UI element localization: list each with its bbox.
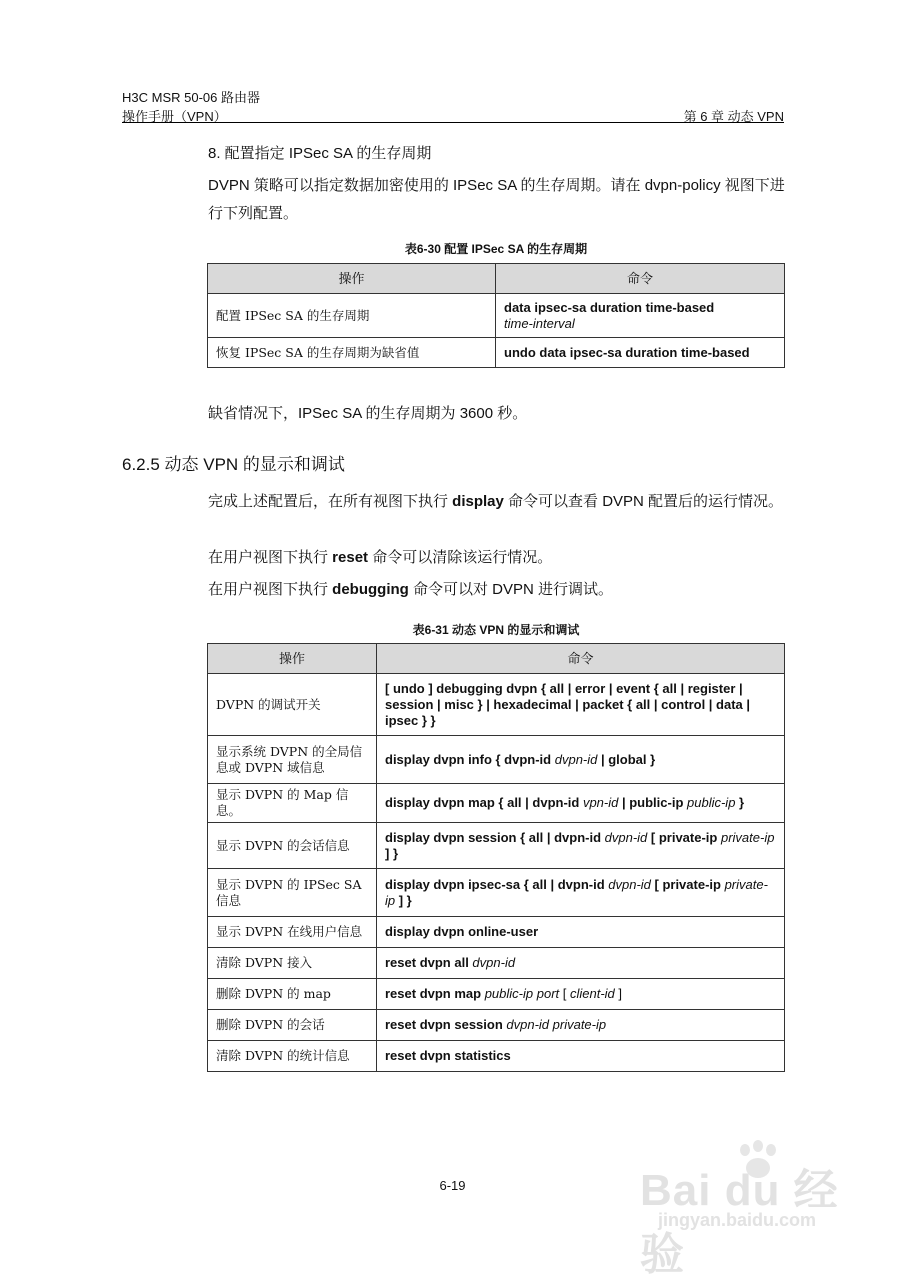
table-6-30-caption: 表6-30 配置 IPSec SA 的生存周期 xyxy=(404,242,588,256)
cmd-cell xyxy=(377,736,785,784)
cmd-part: [ private-ip xyxy=(650,876,725,892)
cmd-part: display dvpn map { all | dvpn-id xyxy=(385,795,583,810)
cmd-part: reset dvpn session xyxy=(385,1017,507,1032)
table-row xyxy=(208,784,785,823)
paragraph-reset xyxy=(208,544,786,572)
table-header-row xyxy=(208,644,785,674)
keyword-reset: reset xyxy=(332,549,369,566)
cmd-param: dvpn-id xyxy=(608,876,651,892)
cmd-part: ] xyxy=(614,986,623,1001)
col-header-op: 操作 xyxy=(208,644,377,674)
cmd-cell: reset dvpn statistics xyxy=(377,1041,785,1072)
table-row xyxy=(208,917,785,948)
cmd-cell xyxy=(377,979,785,1010)
cmd-param: public-ip xyxy=(687,795,736,810)
cmd-part: reset dvpn map xyxy=(385,986,485,1001)
cmd-param: dvpn-id private-ip xyxy=(506,1017,607,1032)
paragraph-display xyxy=(208,488,786,516)
cmd-param: private-ip xyxy=(720,829,775,845)
cmd-param: dvpn-id xyxy=(472,955,516,970)
text: 命令可以对 DVPN 进行调试。 xyxy=(408,581,614,598)
subsection-title: 8. 配置指定 IPSec SA 的生存周期 xyxy=(208,145,432,162)
cmd-param: public-ip port xyxy=(484,986,560,1001)
cmd-part: ] } xyxy=(395,892,412,908)
col-header-cmd: 命令 xyxy=(496,264,785,294)
cmd-part: reset dvpn all xyxy=(385,955,473,970)
page-number: 6-19 xyxy=(439,1178,466,1193)
table-6-31 xyxy=(207,643,785,1072)
table-row xyxy=(208,1041,785,1072)
baidu-watermark xyxy=(640,1140,860,1279)
table-row xyxy=(208,823,785,869)
cmd-cell xyxy=(496,294,785,338)
cmd-param: client-id xyxy=(569,986,615,1001)
cmd-part: | global } xyxy=(597,751,656,767)
default-note: 缺省情况下，IPSec SA 的生存周期为 3600 秒。 xyxy=(208,405,528,422)
cmd-param: dvpn-id xyxy=(604,829,648,845)
watermark-logo: Bai du 经验 xyxy=(640,1166,839,1279)
text: 在用户视图下执行 xyxy=(208,581,333,598)
header-chapter: 第 6 章 动态 VPN xyxy=(683,109,784,124)
subsection-paragraph: DVPN 策略可以指定数据加密使用的 IPSec SA 的生存周期。请在 dvpn-policy 视图下进行下列配置。 xyxy=(208,177,785,222)
cmd-part: | public-ip xyxy=(618,795,688,810)
header-product: H3C MSR 50-06 路由器 xyxy=(122,90,260,105)
cmd-param: dvpn-id xyxy=(554,751,598,767)
table-row xyxy=(208,869,785,917)
col-header-op: 操作 xyxy=(208,264,496,294)
watermark-url: jingyan.baidu.com xyxy=(658,1210,817,1230)
table-row xyxy=(208,674,785,736)
cmd-cell xyxy=(377,784,785,823)
table-row xyxy=(208,1010,785,1041)
table-row xyxy=(208,979,785,1010)
cmd-cell xyxy=(377,869,785,917)
cmd-keyword: data ipsec-sa duration time-based xyxy=(504,299,715,315)
cmd-cell: display dvpn online-user xyxy=(377,917,785,948)
op-cell: 删除 DVPN 的 map xyxy=(208,979,377,1010)
cmd-param: private-ip xyxy=(385,876,768,908)
text: 在用户视图下执行 xyxy=(208,549,333,566)
keyword-debugging: debugging xyxy=(332,581,409,598)
cmd-param: vpn-id xyxy=(582,795,619,810)
cmd-part: } xyxy=(735,795,745,810)
op-cell: 显示 DVPN 的 Map 信息。 xyxy=(208,784,377,823)
header-manual-title: 操作手册（VPN） xyxy=(122,109,227,124)
text: 命令可以清除该运行情况。 xyxy=(368,549,553,566)
op-cell: DVPN 的调试开关 xyxy=(208,674,377,736)
op-cell: 显示 DVPN 的 IPSec SA 信息 xyxy=(208,869,377,917)
table-row xyxy=(208,948,785,979)
cmd-cell: undo data ipsec-sa duration time-based xyxy=(496,338,785,368)
text: 完成上述配置后，在所有视图下执行 xyxy=(208,493,453,510)
op-cell: 清除 DVPN 的统计信息 xyxy=(208,1041,377,1072)
cmd-part: [ xyxy=(559,986,570,1001)
text: 命令可以查看 DVPN 配置后的运行情况。 xyxy=(503,493,784,510)
cmd-param: time-interval xyxy=(504,315,575,331)
op-cell: 显示系统 DVPN 的全局信息或 DVPN 域信息 xyxy=(208,736,377,784)
op-cell: 删除 DVPN 的会话 xyxy=(208,1010,377,1041)
cmd-cell xyxy=(377,948,785,979)
op-cell: 恢复 IPSec SA 的生存周期为缺省值 xyxy=(208,338,496,368)
table-row xyxy=(208,338,785,368)
table-header-row xyxy=(208,264,785,294)
table-row xyxy=(208,736,785,784)
op-cell: 显示 DVPN 在线用户信息 xyxy=(208,917,377,948)
cmd-part: [ private-ip xyxy=(647,829,721,845)
cmd-part: display dvpn info { dvpn-id xyxy=(385,751,555,767)
header-rule xyxy=(122,122,784,123)
cmd-cell: [ undo ] debugging dvpn { all | error | event { all | register | session | misc } | hexadecimal | packet { all | control | data | ipsec } } xyxy=(377,674,785,736)
cmd-part: display dvpn ipsec-sa { all | dvpn-id xyxy=(385,876,609,892)
op-cell: 配置 IPSec SA 的生存周期 xyxy=(208,294,496,338)
section-title: 6.2.5 动态 VPN 的显示和调试 xyxy=(122,455,345,474)
col-header-cmd: 命令 xyxy=(377,644,785,674)
keyword-display: display xyxy=(452,493,504,510)
table-6-30 xyxy=(207,263,785,368)
cmd-cell xyxy=(377,823,785,869)
table-row xyxy=(208,294,785,338)
op-cell: 显示 DVPN 的会话信息 xyxy=(208,823,377,869)
table-6-31-caption: 表6-31 动态 VPN 的显示和调试 xyxy=(412,623,580,637)
op-cell: 清除 DVPN 接入 xyxy=(208,948,377,979)
paragraph-debugging xyxy=(208,576,786,604)
cmd-cell xyxy=(377,1010,785,1041)
cmd-part: display dvpn session { all | dvpn-id xyxy=(385,829,605,845)
cmd-part: ] } xyxy=(385,845,398,861)
